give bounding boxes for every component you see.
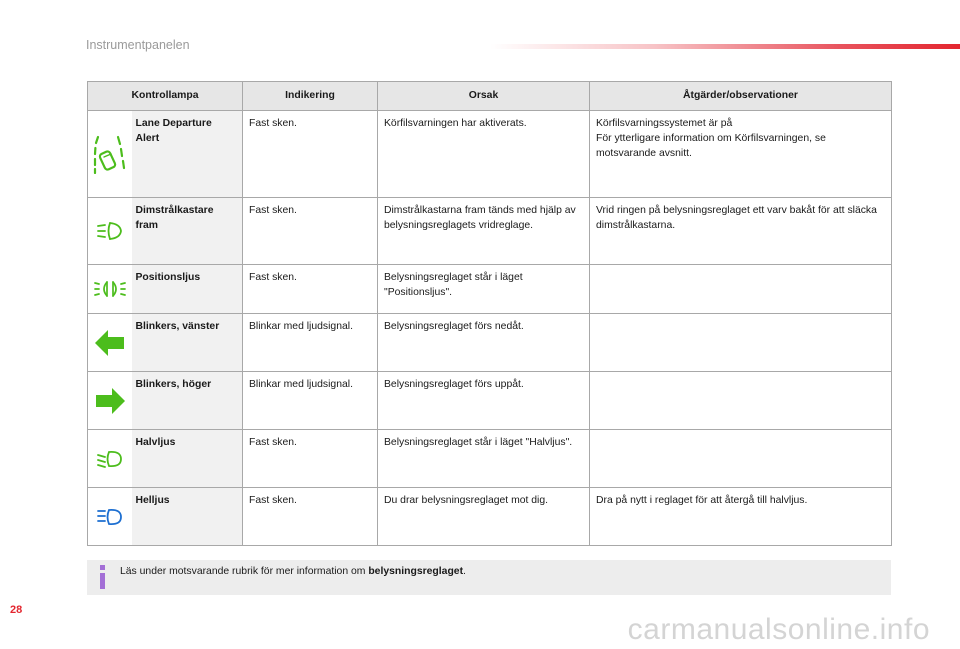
indicator-table — [87, 81, 892, 546]
indication-cell: Blinkar med ljudsignal. — [243, 372, 378, 430]
header-atgarder: Åtgärder/observationer — [590, 82, 892, 111]
header-accent-bar — [490, 44, 960, 49]
indicator-name: Dimstrålkastare fram — [132, 198, 243, 265]
cause-cell: Belysningsreglaget står i läget "Positionsljus". — [378, 265, 590, 314]
front-fog-light-icon — [88, 198, 132, 265]
indication-cell: Fast sken. — [243, 430, 378, 488]
indicator-name: Blinkers, vänster — [132, 314, 243, 372]
action-cell: Vrid ringen på belysningsreglaget ett varv bakåt för att släcka dimstrålkastarna. — [590, 198, 892, 265]
table-row — [88, 265, 892, 314]
action-cell — [590, 430, 892, 488]
watermark: carmanualsonline.info — [627, 613, 930, 646]
cause-cell: Belysningsreglaget står i läget "Halvljus". — [378, 430, 590, 488]
indicator-name: Lane Departure Alert — [132, 111, 243, 198]
action-cell — [590, 372, 892, 430]
indication-cell: Fast sken. — [243, 111, 378, 198]
note-text: Läs under motsvarande rubrik för mer information om belysningsreglaget. — [120, 566, 466, 577]
table-row — [88, 314, 892, 372]
table-row — [88, 372, 892, 430]
table-row — [88, 488, 892, 546]
header-orsak: Orsak — [378, 82, 590, 111]
cause-cell: Belysningsreglaget förs uppåt. — [378, 372, 590, 430]
right-arrow-icon — [88, 372, 132, 430]
indicator-name: Positionsljus — [132, 265, 243, 314]
header-indikering: Indikering — [243, 82, 378, 111]
action-cell — [590, 265, 892, 314]
indication-cell: Fast sken. — [243, 198, 378, 265]
action-cell — [590, 314, 892, 372]
table-row — [88, 430, 892, 488]
main-beam-icon — [88, 488, 132, 546]
action-cell: Dra på nytt i reglaget för att återgå till halvljus. — [590, 488, 892, 546]
info-note — [87, 560, 891, 595]
indicator-name: Blinkers, höger — [132, 372, 243, 430]
indicator-name: Helljus — [132, 488, 243, 546]
table-header-row — [88, 82, 892, 111]
indication-cell: Fast sken. — [243, 265, 378, 314]
action-cell: Körfilsvarningssystemet är på För ytterligare information om Körfilsvarningen, se motsvarande avsnitt. — [590, 111, 892, 198]
lane-departure-icon — [88, 111, 132, 198]
table-row — [88, 198, 892, 265]
cause-cell: Körfilsvarningen har aktiverats. — [378, 111, 590, 198]
dipped-beam-icon — [88, 430, 132, 488]
table-row — [88, 111, 892, 198]
indicator-name: Halvljus — [132, 430, 243, 488]
page-number: 28 — [10, 604, 23, 616]
section-title: Instrumentpanelen — [86, 38, 190, 52]
cause-cell: Du drar belysningsreglaget mot dig. — [378, 488, 590, 546]
indication-cell: Fast sken. — [243, 488, 378, 546]
indication-cell: Blinkar med ljudsignal. — [243, 314, 378, 372]
note-bold-term: belysningsreglaget — [368, 566, 464, 577]
header-kontrollampa: Kontrollampa — [88, 82, 243, 111]
position-lights-icon — [88, 265, 132, 314]
left-arrow-icon — [88, 314, 132, 372]
cause-cell: Dimstrålkastarna fram tänds med hjälp av belysningsreglagets vridreglage. — [378, 198, 590, 265]
info-icon — [97, 565, 109, 594]
cause-cell: Belysningsreglaget förs nedåt. — [378, 314, 590, 372]
